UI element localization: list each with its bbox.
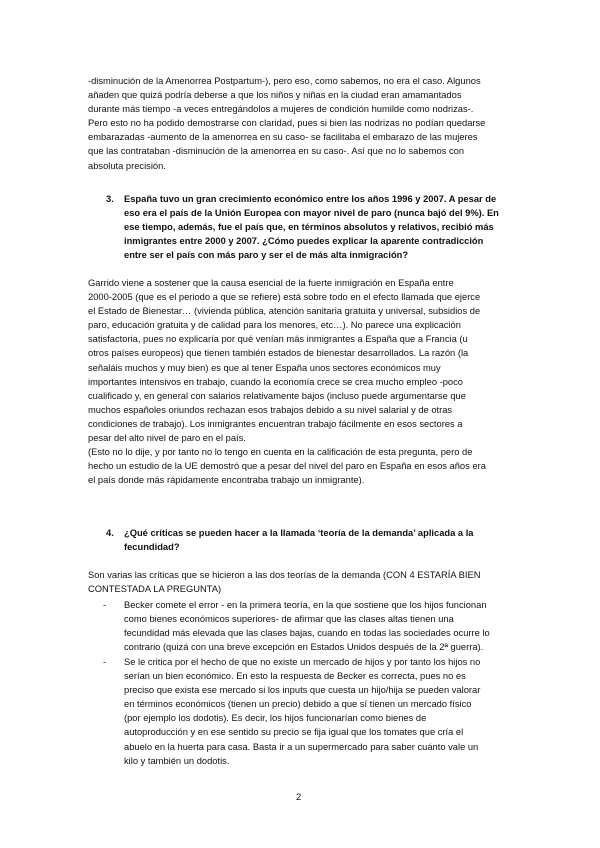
text-line: contrario (quizá con una breve excepción en Estados Unidos después de la 2ª guerra).	[124, 642, 484, 653]
text-line: satisfactoria, pues no explicaría por qué venían más inmigrantes a España que a Francia (u	[88, 334, 468, 345]
text-line: serían un bien económico. En esto la respuesta de Becker es correcta, pues no es	[124, 671, 466, 682]
text-line: Garrido viene a sostener que la causa esencial de la fuerte inmigración en España entre	[88, 278, 454, 288]
text-line: preciso que exista ese mercado si los inputs que cuesta un hijo/hija se pueden valorar	[124, 685, 481, 696]
intro-paragraph	[88, 74, 518, 173]
text-line: CONTESTADA LA PREGUNTA)	[88, 584, 222, 595]
bullet-item	[124, 598, 524, 654]
bullet-marker: -	[103, 657, 107, 667]
text-line: hecho un estudio de la UE demostró que a pesar del nivel del paro en España en esos años era	[88, 461, 486, 472]
text-line: pesar del alto nivel de paro en el país.	[88, 433, 246, 444]
text-line: autoproducción y en ese sentido su precio se fija igual que los tomates que cría el	[124, 727, 464, 738]
text-line: abuelo en la huerta para casa. Basta ir a un supermercado para saber cuánto vale un	[124, 741, 479, 752]
text-line: en términos económicos (tienen un precio) debido a que sí tienen un mercado físico	[124, 699, 472, 710]
text-line: Becker comete el error - en la primera teoría, en la que sostiene que los hijos funcionan	[124, 600, 487, 610]
text-line: fecundidad?	[124, 542, 180, 553]
text-line: embarazadas -aumento de la amenorrea en su caso- se facilitaba el embarazo de las mujeres	[88, 132, 478, 143]
text-line: muchos españoles oriundos rechazan esos trabajos debido a su nivel salarial y de otras	[88, 404, 453, 415]
question-4-number: 4.	[106, 528, 114, 538]
text-line: el Estado de Bienestar… (vivienda pública, atención sanitaria gratuita y universal, subsidios de	[88, 306, 481, 317]
text-line: Pero esto no ha podido demostrarse con claridad, pues si bien las nodrizas no podían quedarse	[88, 118, 486, 129]
text-line: -disminución de la Amenorrea Postpartum-), pero eso, como sabemos, no era el caso. Algunos	[88, 76, 481, 86]
text-line: (por ejemplo los dodotis). Es decir, los hijos funcionarían como bienes de	[124, 713, 427, 724]
text-line: señaláis muchos y muy bien) es que al tener España unos sectores económicos muy	[88, 362, 441, 373]
bullet-item	[124, 655, 524, 768]
text-line: entre ser el país con más paro y ser el de más alta inmigración?	[124, 250, 409, 261]
text-line: Se le critica por el hecho de que no existe un mercado de hijos y por tanto los hijos no	[124, 657, 481, 667]
text-line: que las contrataban -disminución de la amenorrea en su caso-. Así que no lo sabemos con	[88, 146, 465, 157]
text-line: añaden que quizá podría deberse a que los niños y niñas en la ciudad eran amamantados	[88, 90, 462, 101]
bullet-marker: -	[103, 600, 107, 610]
text-line: 2000-2005 (que es el periodo a que se refiere) está sobre todo en el efecto llamada que ejerce	[88, 292, 481, 303]
question-3-number: 3.	[106, 194, 114, 204]
text-line: durante más tiempo -a veces entregándolos a mujeres de condición humilde como nodrizas-.	[88, 104, 474, 115]
text-line: España tuvo un gran crecimiento económico entre los años 1996 y 2007. A pesar de	[124, 194, 497, 204]
text-line: (Esto no lo dije, y por tanto no lo tengo en cuenta en la calificación de esta pregunta, pero de	[88, 447, 473, 458]
text-line: eso era el país de la Unión Europea con mayor nivel de paro (nunca bajó del 9%). En	[124, 208, 499, 219]
text-line: importantes intensivos en trabajo, cuando la economía crece se crea mucho empleo -poco	[88, 376, 463, 387]
answer-4-intro	[88, 568, 518, 596]
text-line: Son varias las críticas que se hicieron a las dos teorías de la demanda (CON 4 ESTARÍA BIEN	[88, 570, 481, 580]
text-line: paro, educación gratuita y de calidad para los menores, etc…). No parece una explicación	[88, 320, 461, 331]
question-4-text	[124, 526, 524, 554]
text-line: cualificado y, en general con salarios relativamente bajos (incluso puede argumentarse que	[88, 390, 466, 401]
text-line: condiciones de trabajo). Los inmigrantes encuentran trabajo fácilmente en esos sectores a	[88, 418, 463, 429]
text-line: otros países europeos) que tienen también estados de bienestar desarrollados. La razón (la	[88, 348, 469, 359]
text-line: el país donde más rápidamente encontraba trabajo un inmigrante).	[88, 475, 365, 486]
question-3-text	[124, 192, 524, 262]
text-line: ¿Qué críticas se pueden hacer a la llamada ‘teoría de la demanda’ aplicada a la	[124, 528, 474, 538]
page-number: 2	[296, 792, 302, 802]
text-line: fecundidad más elevada que las clases bajas, cuando en todas las sociedades ocurre lo	[124, 628, 490, 639]
text-line: kilo y también un dodotis.	[124, 755, 230, 766]
text-line: absoluta precisión.	[88, 160, 166, 171]
text-line: ese tiempo, además, fue el país que, en términos absolutos y relativos, recibió más	[124, 222, 494, 233]
answer-3-paragraph	[88, 276, 518, 487]
text-line: inmigrantes entre 2000 y 2007. ¿Cómo puedes explicar la aparente contradicción	[124, 236, 484, 247]
text-line: como bienes económicos superiores- de afirmar que las clases altas tienen una	[124, 614, 454, 625]
